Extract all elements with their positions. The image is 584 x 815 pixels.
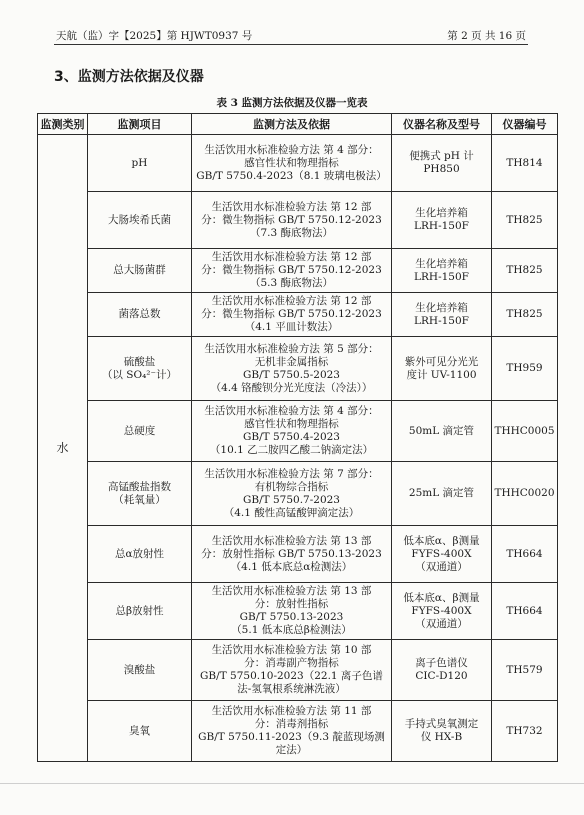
method-cell-line: 分：微生物指标 GB/T 5750.12-2023	[201, 264, 382, 276]
item-cell	[88, 462, 192, 526]
method-cell	[192, 249, 392, 293]
method-cell-line: 感官性状和物理指标	[244, 156, 339, 169]
instrument-cell-line: 手持式臭氧测定	[404, 718, 479, 730]
item-cell-line: 总硬度	[123, 424, 156, 437]
method-cell	[192, 462, 392, 526]
footer-divider	[0, 783, 584, 784]
instrument-cell-line: （双通道）	[415, 617, 468, 630]
instrument-cell	[392, 526, 492, 583]
instrument-cell	[392, 135, 492, 192]
method-cell-line: GB/T 5750.13-2023	[239, 611, 344, 623]
item-cell-line: 臭氧	[129, 724, 150, 737]
table-row	[38, 293, 558, 337]
method-cell-line: 分：放射性指标	[254, 598, 329, 610]
instrument-cell-line: 便携式 pH 计	[409, 150, 474, 162]
section-title: 3、监测方法依据及仪器	[54, 69, 204, 85]
method-cell-line: 分：放射性指标 GB/T 5750.13-2023	[201, 547, 382, 560]
item-cell-line: （以 SO₄²⁻计）	[101, 368, 178, 381]
instrument-cell	[392, 583, 492, 640]
method-cell-line: （5.3 酶底物法）	[249, 277, 334, 289]
table-row	[38, 526, 558, 583]
table-row	[38, 462, 558, 526]
method-cell-line: 法-氢氧根系统淋洗液）	[237, 683, 346, 695]
item-cell-line: 大肠埃希氏菌	[108, 213, 171, 226]
method-cell	[192, 526, 392, 583]
table-row	[38, 135, 558, 192]
method-cell-line: 无机非金属指标	[254, 355, 329, 368]
item-cell	[88, 337, 192, 401]
instrument-cell-line: LRH-150F	[414, 270, 469, 283]
method-cell-line: 分：消毒副产物指标	[244, 657, 339, 669]
method-cell-line: GB/T 5750.11-2023（9.3 靛蓝现场测	[198, 731, 385, 743]
instrument-cell-line: 25mL 滴定管	[408, 487, 475, 499]
method-cell	[192, 401, 392, 462]
method-cell-line: GB/T 5750.7-2023	[243, 493, 340, 506]
code-cell: TH664	[492, 526, 558, 583]
item-cell-line: pH	[131, 156, 148, 169]
item-cell	[88, 640, 192, 701]
code-cell: TH825	[492, 293, 558, 337]
instrument-cell-line: 低本底α、β测量	[403, 534, 480, 547]
method-cell-line: GB/T 5750.10-2023（22.1 离子色谱	[200, 670, 383, 682]
page-number: 第 2 页 共 16 页	[447, 30, 526, 42]
instrument-cell-line: FYFS-400X	[411, 547, 472, 560]
method-cell	[192, 701, 392, 762]
table-row	[38, 337, 558, 401]
method-cell-line: 生活饮用水标准检验方法 第 12 部	[211, 295, 372, 307]
table-row	[38, 583, 558, 640]
item-cell	[88, 583, 192, 640]
method-cell-line: GB/T 5750.4-2023	[243, 431, 340, 443]
method-cell	[192, 293, 392, 337]
method-cell-line: （4.1 酸性高锰酸钾滴定法）	[223, 506, 360, 519]
item-cell	[88, 526, 192, 583]
item-cell-line: 总α放射性	[114, 547, 165, 560]
method-cell-line: 有机物综合指标	[254, 480, 329, 493]
code-cell: THHC0005	[492, 401, 558, 462]
instrument-cell-line: LRH-150F	[414, 314, 469, 327]
table-row	[38, 192, 558, 249]
table-row	[38, 401, 558, 462]
item-cell	[88, 249, 192, 293]
instrument-cell	[392, 192, 492, 249]
item-cell-line: 硫酸盐	[123, 355, 156, 368]
instrument-cell-line: 仪 HX-B	[420, 731, 463, 743]
instrument-cell	[392, 462, 492, 526]
method-cell-line: 生活饮用水标准检验方法 第 11 部	[211, 705, 372, 717]
instrument-cell	[392, 337, 492, 401]
item-cell-line: 高锰酸盐指数	[108, 480, 171, 493]
code-cell: TH579	[492, 640, 558, 701]
method-cell	[192, 192, 392, 249]
instrument-cell-line: 50mL 滴定管	[408, 424, 475, 437]
instrument-cell-line: （双通道）	[415, 560, 468, 573]
method-cell-line: 生活饮用水标准检验方法 第 7 部分：	[204, 467, 379, 480]
method-cell	[192, 640, 392, 701]
item-cell	[88, 192, 192, 249]
instrument-cell	[392, 640, 492, 701]
item-cell-line: 总大肠菌群	[113, 264, 166, 276]
code-cell: TH814	[492, 135, 558, 192]
code-cell: TH732	[492, 701, 558, 762]
method-cell-line: 生活饮用水标准检验方法 第 5 部分：	[204, 342, 379, 355]
method-cell-line: 生活饮用水标准检验方法 第 10 部	[211, 644, 372, 656]
instrument-cell-line: 度计 UV-1100	[406, 368, 477, 381]
method-cell-line: 分：微生物指标 GB/T 5750.12-2023	[201, 213, 382, 226]
item-cell	[88, 135, 192, 192]
method-cell-line: GB/T 5750.4-2023（8.1 玻璃电极法）	[196, 169, 387, 182]
code-cell: TH664	[492, 583, 558, 640]
method-cell	[192, 135, 392, 192]
code-cell: THHC0020	[492, 462, 558, 526]
method-cell-line: 分：消毒剂指标	[254, 718, 329, 730]
item-cell-line: 溴酸盐	[123, 663, 156, 676]
instrument-cell-line: LRH-150F	[414, 220, 469, 232]
table-row	[38, 249, 558, 293]
instrument-cell-line: 紫外可见分光光	[404, 355, 479, 368]
methods-table	[37, 113, 558, 762]
instrument-cell-line: FYFS-400X	[411, 604, 472, 617]
instrument-cell-line: 生化培养箱	[415, 257, 468, 270]
item-cell	[88, 293, 192, 337]
method-cell-line: 分：微生物指标 GB/T 5750.12-2023	[201, 308, 382, 320]
method-cell-line: 感官性状和物理指标	[244, 418, 339, 430]
method-cell-line: 定法）	[275, 744, 308, 756]
item-cell-line: （耗氧量）	[113, 493, 166, 506]
instrument-cell-line: CIC-D120	[415, 670, 468, 682]
method-cell-line: GB/T 5750.5-2023	[243, 368, 340, 381]
method-cell	[192, 337, 392, 401]
method-cell-line: （4.4 铬酸钡分光光度法（冷法））	[210, 381, 373, 394]
method-cell-line: 生活饮用水标准检验方法 第 4 部分：	[204, 143, 379, 156]
page-header	[54, 22, 528, 45]
table-header-row	[38, 114, 558, 135]
method-cell-line: 生活饮用水标准检验方法 第 12 部	[211, 251, 372, 263]
code-cell: TH825	[492, 249, 558, 293]
method-cell-line: （4.1 低本底总α检测法）	[230, 560, 353, 573]
document-number: 天航（监）字【2025】第 HJWT0937 号	[56, 30, 253, 42]
instrument-cell	[392, 701, 492, 762]
method-cell	[192, 583, 392, 640]
header-instrument: 仪器名称及型号	[392, 114, 492, 135]
code-cell: TH825	[492, 192, 558, 249]
instrument-cell-line: 生化培养箱	[415, 301, 468, 314]
method-cell-line: （10.1 乙二胺四乙酸二钠滴定法）	[209, 444, 374, 456]
item-cell	[88, 401, 192, 462]
method-cell-line: （7.3 酶底物法）	[249, 226, 334, 239]
method-cell-line: 生活饮用水标准检验方法 第 4 部分：	[204, 405, 379, 417]
instrument-cell-line: 离子色谱仪	[415, 657, 468, 669]
header-item: 监测项目	[88, 114, 192, 135]
code-cell: TH959	[492, 337, 558, 401]
method-cell-line: （4.1 平皿计数法）	[244, 321, 339, 333]
instrument-cell-line: PH850	[423, 163, 460, 175]
instrument-cell	[392, 249, 492, 293]
item-cell-line: 总β放射性	[115, 604, 164, 617]
method-cell-line: 生活饮用水标准检验方法 第 13 部	[211, 534, 372, 547]
instrument-cell	[392, 401, 492, 462]
category-cell: 水	[38, 135, 88, 762]
table-caption: 表 3 监测方法依据及仪器一览表	[216, 97, 368, 109]
instrument-cell-line: 生化培养箱	[415, 207, 468, 219]
item-cell-line: 菌落总数	[118, 308, 161, 320]
header-category: 监测类别	[38, 114, 88, 135]
header-method: 监测方法及依据	[192, 114, 392, 135]
method-cell-line: 生活饮用水标准检验方法 第 12 部	[211, 200, 372, 213]
table-row	[38, 701, 558, 762]
method-cell-line: （5.1 低本底总β检测法）	[231, 624, 352, 636]
instrument-cell-line: 低本底α、β测量	[403, 591, 480, 604]
header-code: 仪器编号	[492, 114, 558, 135]
method-cell-line: 生活饮用水标准检验方法 第 13 部	[211, 585, 372, 597]
instrument-cell	[392, 293, 492, 337]
table-row	[38, 640, 558, 701]
item-cell	[88, 701, 192, 762]
